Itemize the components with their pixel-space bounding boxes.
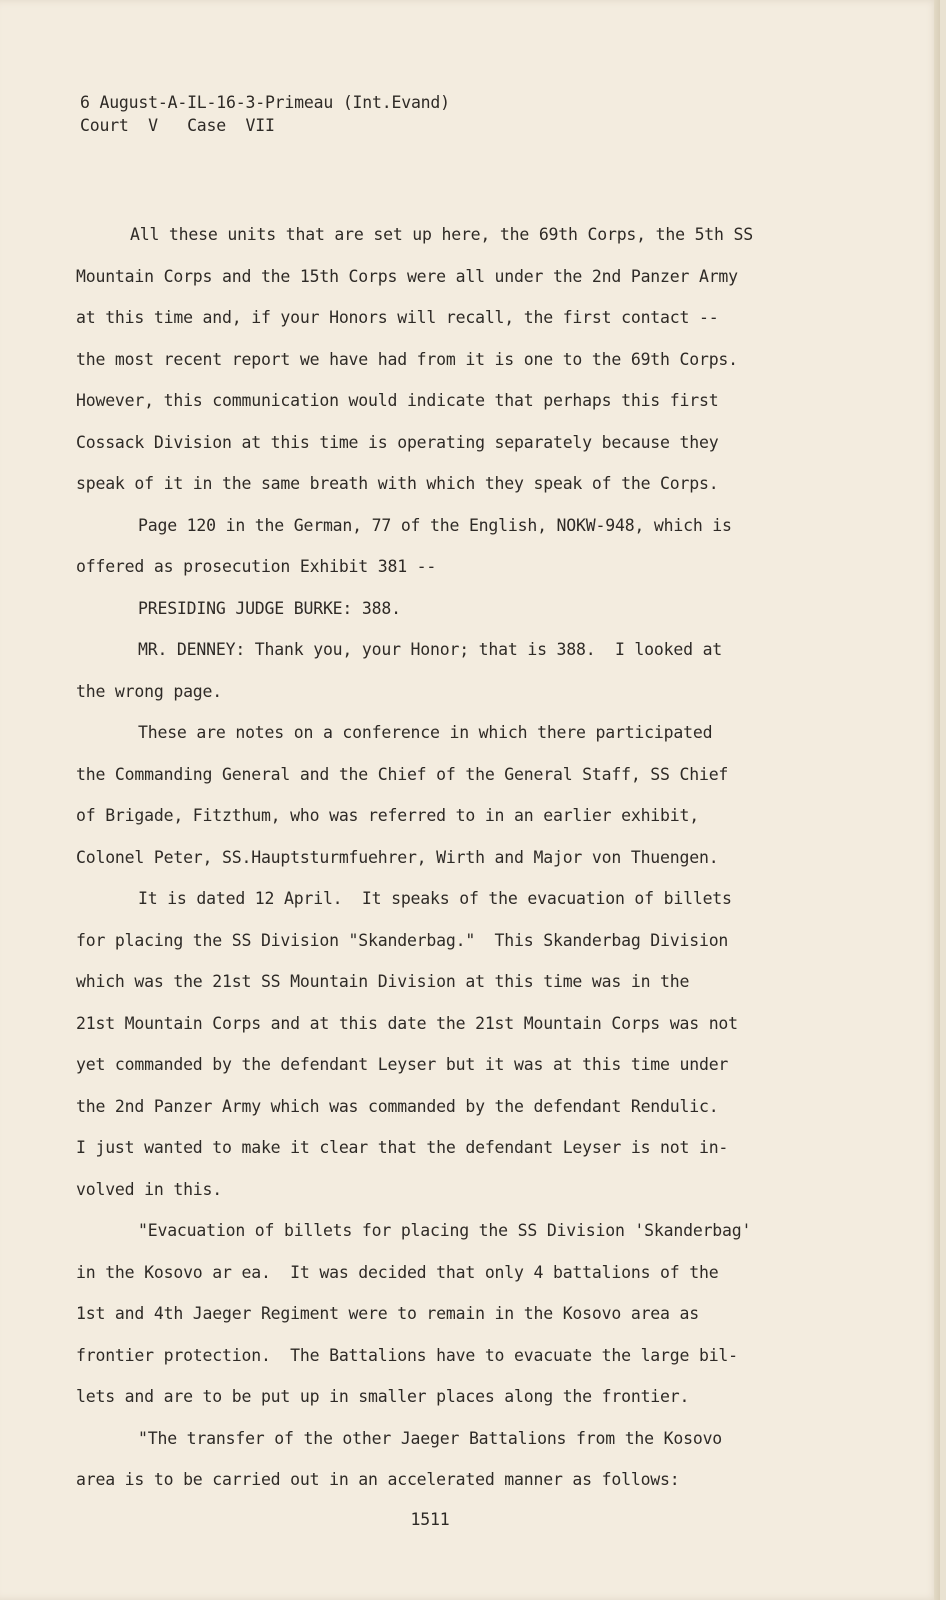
text-line: MR. DENNEY: Thank you, your Honor; that is 388. I looked at xyxy=(138,640,723,659)
text-line: lets and are to be put up in smaller places along the frontier. xyxy=(76,1387,690,1406)
text-line: "Evacuation of billets for placing the SS Division 'Skanderbag' xyxy=(138,1221,752,1240)
text-line: Colonel Peter, SS.Hauptsturmfuehrer, Wirth and Major von Thuengen. xyxy=(76,847,719,867)
text-line: 21st Mountain Corps and at this date the 21st Mountain Corps was not xyxy=(76,1013,738,1033)
text-line: PRESIDING JUDGE BURKE: 388. xyxy=(138,598,401,618)
text-line: volved in this. xyxy=(76,1179,223,1199)
text-line: in the Kosovo ar ea. It was decided that only 4 battalions of the xyxy=(76,1262,719,1282)
text-line: It is dated 12 April. It speaks of the evacuation of billets xyxy=(138,889,732,908)
text-line: the most recent report we have had from it is one to the 69th Corps. xyxy=(76,349,738,369)
text-line: yet commanded by the defendant Leyser but it was at this time under xyxy=(76,1055,729,1074)
text-line: Cossack Division at this time is operating separately because they xyxy=(76,432,719,452)
text-line: offered as prosecution Exhibit 381 -- xyxy=(76,557,437,576)
text-line: 1st and 4th Jaeger Regiment were to remain in the Kosovo area as xyxy=(76,1304,699,1323)
text-line: Mountain Corps and the 15th Corps were all under the 2nd Panzer Army xyxy=(76,266,738,286)
text-line: which was the 21st SS Mountain Division at this time was in the xyxy=(76,972,690,991)
text-line: the wrong page. xyxy=(76,681,223,701)
text-line: "The transfer of the other Jaeger Battalions from the Kosovo xyxy=(138,1428,723,1448)
header-court-line: Court V Case VII xyxy=(80,116,275,135)
page-number: 1511 xyxy=(410,1510,450,1529)
text-line: for placing the SS Division "Skanderbag." This Skanderbag Division xyxy=(76,930,729,950)
text-line: at this time and, if your Honors will recall, the first contact -- xyxy=(76,308,719,327)
text-line: I just wanted to make it clear that the defendant Leyser is not in- xyxy=(76,1138,729,1157)
transcript-header xyxy=(80,91,450,137)
text-line: of Brigade, Fitzthum, who was referred to in an earlier exhibit, xyxy=(76,806,699,825)
text-line: area is to be carried out in an accelerated manner as follows: xyxy=(76,1470,680,1489)
text-line: the Commanding General and the Chief of the General Staff, SS Chief xyxy=(76,764,729,784)
text-line: frontier protection. The Battalions have to evacuate the large bil- xyxy=(76,1345,738,1365)
text-line: These are notes on a conference in which there participated xyxy=(138,723,713,742)
text-line: All these units that are set up here, the 69th Corps, the 5th SS xyxy=(130,225,753,244)
text-line: speak of it in the same breath with which they speak of the Corps. xyxy=(76,474,719,493)
page-edge xyxy=(934,0,940,1600)
text-line: However, this communication would indicate that perhaps this first xyxy=(76,391,719,410)
transcript-body xyxy=(76,214,796,1501)
header-session-line: 6 August-A-IL-16-3-Primeau (Int.Evand) xyxy=(80,93,450,112)
text-line: Page 120 in the German, 77 of the English, NOKW-948, which is xyxy=(138,515,732,535)
text-line: the 2nd Panzer Army which was commanded by the defendant Rendulic. xyxy=(76,1096,719,1116)
